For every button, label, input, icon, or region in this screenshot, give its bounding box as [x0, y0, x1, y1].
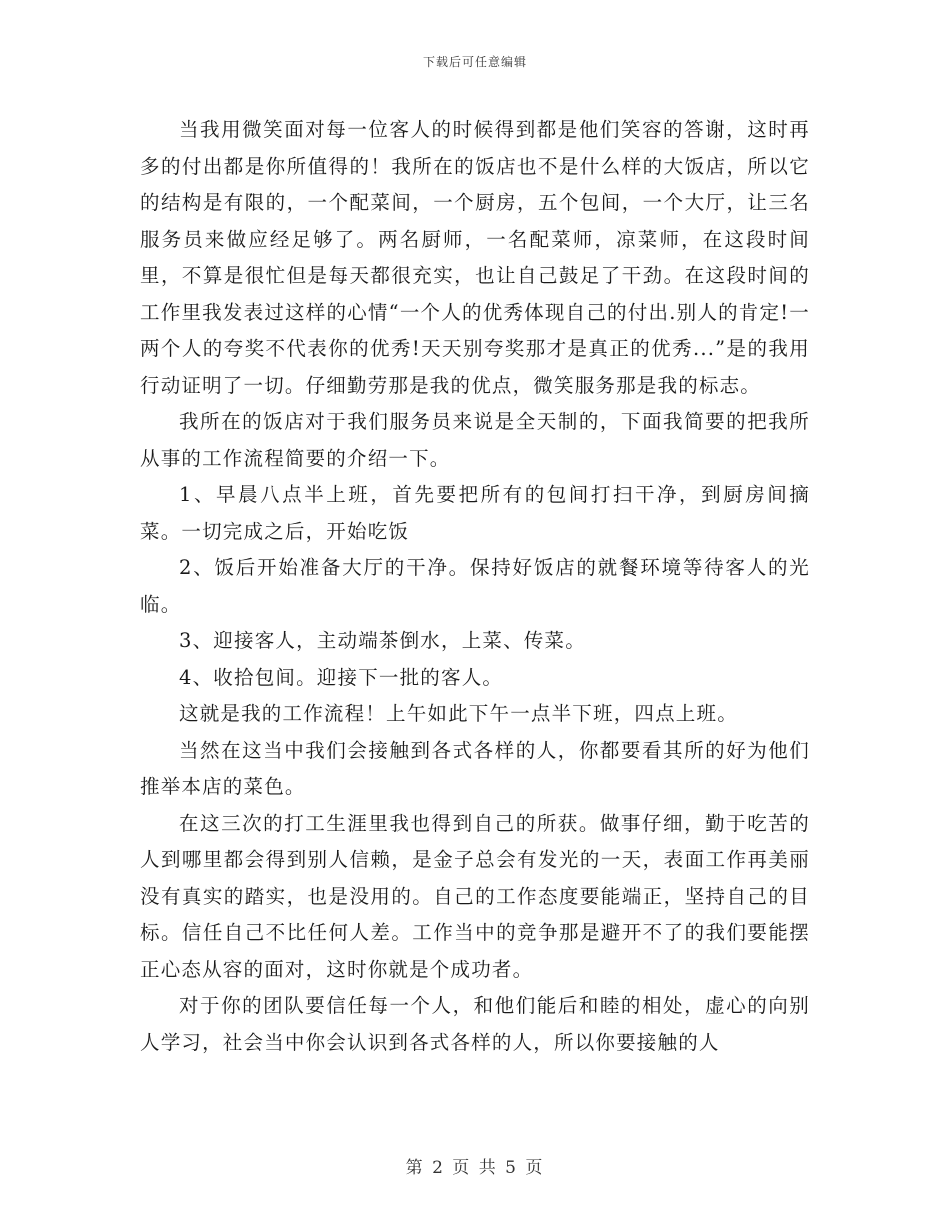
- paragraph-gains: 在这三次的打工生涯里我也得到自己的所获。做事仔细，勤于吃苦的人到哪里都会得到别人信赖，是金子总会有发光的一天，表面工作再美丽没有真实的踏实，也是没用的。自己的工作态度要能端正，坚持自己的目标。信任自己不比任何人差。工作当中的竞争那是避开不了的我们要能摆正心态从容的面对，这时你就是个成功者。: [140, 811, 810, 981]
- paragraph-team: 对于你的团队要信任每一个人，和他们能后和睦的相处，虚心的向别人学习，社会当中你会认识到各式各样的人，所以你要接触的人: [140, 994, 810, 1054]
- paragraph-workflow-intro: 我所在的饭店对于我们服务员来说是全天制的，下面我简要的把我所从事的工作流程简要的介绍一下。: [140, 410, 810, 470]
- list-item-step-1: 1、早晨八点半上班，首先要把所有的包间打扫干净，到厨房间摘菜。一切完成之后，开始吃饭: [140, 483, 810, 543]
- paragraph-intro: 当我用微笑面对每一位客人的时候得到都是他们笑容的答谢，这时再多的付出都是你所值得的！我所在的饭店也不是什么样的大饭店，所以它的结构是有限的，一个配菜间，一个厨房，五个包间，一个大厅，让三名服务员来做应经足够了。两名厨师，一名配菜师，凉菜师，在这段时间里，不算是很忙但是每天都很充实，也让自己鼓足了干劲。在这段时间的工作里我发表过这样的心情“一个人的优秀体现自己的付出.别人的肯定!一两个人的夸奖不代表你的优秀!天天别夸奖那才是真正的优秀...”是的我用行动证明了一切。仔细勤劳那是我的优点，微笑服务那是我的标志。: [140, 118, 810, 397]
- list-item-step-4: 4、收拾包间。迎接下一批的客人。: [179, 665, 504, 689]
- paragraph-schedule: 这就是我的工作流程！上午如此下午一点半下班，四点上班。: [179, 702, 738, 725]
- document-body: [140, 112, 810, 1061]
- list-item-step-2: 2、饭后开始准备大厅的干净。保持好饭店的就餐环境等待客人的光临。: [140, 556, 810, 616]
- page-number: 第 2 页 共 5 页: [405, 1158, 545, 1178]
- page-header: 下载后可任意编辑: [422, 55, 527, 69]
- paragraph-customers: 当然在这当中我们会接触到各式各样的人，你都要看其所的好为他们推举本店的菜色。: [140, 738, 810, 798]
- list-item-step-3: 3、迎接客人，主动端茶倒水，上菜、传菜。: [179, 629, 586, 652]
